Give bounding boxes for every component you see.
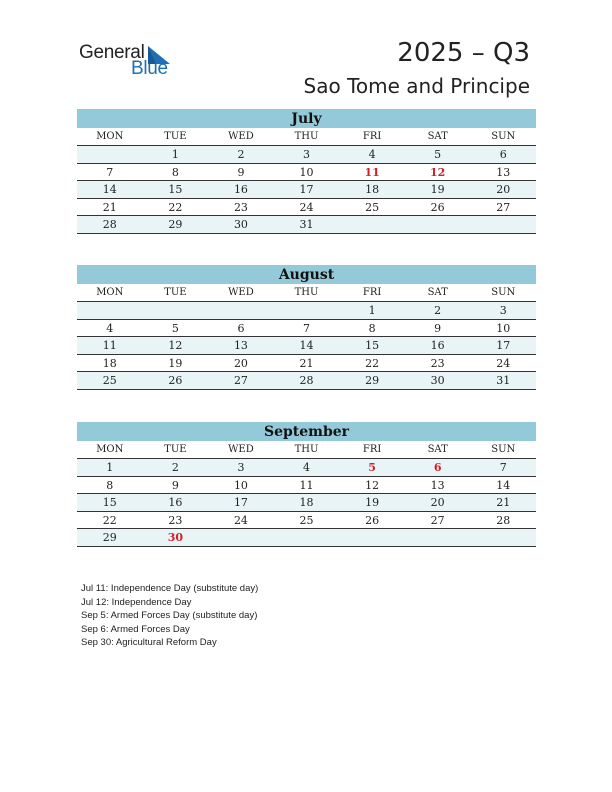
weekday-label: THU [294, 131, 319, 142]
date-cell: 20 [430, 496, 445, 509]
holiday-note: Sep 6: Armed Forces Day [81, 623, 190, 635]
date-cell: 12 [365, 478, 380, 492]
holiday-date-cell: 11 [364, 165, 380, 179]
date-cell: 4 [106, 321, 114, 335]
date-cell: 29 [102, 531, 117, 544]
date-cell: 18 [365, 183, 380, 196]
month-calendar-august [77, 265, 536, 390]
date-cell: 28 [299, 374, 314, 387]
date-cell: 10 [233, 478, 248, 492]
date-cell: 26 [365, 513, 380, 527]
weekday-label: TUE [164, 131, 187, 142]
month-calendar-september [77, 422, 536, 547]
date-cell: 3 [237, 461, 245, 474]
date-cell: 12 [168, 339, 183, 352]
date-cell: 22 [102, 513, 117, 527]
weekday-label: MON [96, 444, 124, 455]
weekday-label: FRI [362, 131, 382, 142]
date-cell: 8 [171, 165, 179, 179]
holiday-note: Sep 30: Agricultural Reform Day [81, 637, 217, 648]
date-cell [470, 216, 536, 233]
holiday-notes [81, 582, 258, 650]
weekday-header-row [77, 441, 536, 459]
date-cell: 16 [430, 339, 445, 352]
date-cell: 23 [168, 513, 183, 527]
date-cell [77, 302, 143, 319]
date-cell: 27 [233, 374, 248, 387]
month-title: September [77, 422, 536, 441]
date-cell: 7 [499, 461, 507, 474]
date-cell: 11 [299, 478, 314, 492]
date-cell: 28 [496, 513, 511, 527]
date-cell: 22 [365, 356, 380, 370]
date-cell: 21 [496, 496, 511, 509]
date-cell: 21 [299, 356, 314, 370]
week-row [77, 477, 536, 495]
date-cell: 15 [168, 183, 183, 196]
weekday-header-row [77, 284, 536, 302]
weekday-label: SAT [427, 444, 448, 455]
date-cell: 17 [299, 183, 314, 196]
date-cell: 23 [430, 356, 445, 370]
date-cell: 24 [496, 356, 511, 370]
date-cell: 15 [365, 339, 380, 352]
weekday-label: MON [96, 131, 124, 142]
holiday-date-cell: 30 [167, 531, 184, 544]
date-cell: 17 [233, 496, 248, 509]
date-cell: 15 [102, 496, 117, 509]
date-cell: 5 [171, 321, 179, 335]
date-cell: 13 [496, 165, 511, 179]
weekday-label: WED [228, 131, 254, 142]
date-cell: 18 [299, 496, 314, 509]
date-cell: 9 [434, 321, 442, 335]
date-cell: 3 [303, 148, 311, 161]
holiday-date-cell: 5 [368, 461, 376, 474]
date-cell: 28 [102, 218, 117, 231]
weekday-label: TUE [164, 287, 187, 298]
date-cell: 1 [368, 304, 376, 317]
week-row [77, 494, 536, 512]
date-cell: 2 [171, 461, 179, 474]
week-row [77, 337, 536, 355]
week-row [77, 512, 536, 530]
date-cell: 30 [233, 218, 248, 231]
date-cell: 19 [430, 183, 445, 196]
date-cell: 29 [168, 218, 183, 231]
date-cell [208, 302, 274, 319]
date-cell: 13 [430, 478, 445, 492]
date-cell: 21 [102, 200, 117, 214]
holiday-note: Jul 12: Independence Day [81, 596, 192, 608]
date-cell: 9 [237, 165, 245, 179]
week-row [77, 164, 536, 182]
date-cell [274, 302, 340, 319]
logo-word-blue: Blue [131, 58, 168, 79]
holiday-date-cell: 12 [430, 165, 446, 179]
date-cell [143, 302, 209, 319]
date-cell: 1 [171, 148, 179, 161]
date-cell: 25 [102, 374, 117, 387]
date-cell: 9 [171, 478, 179, 492]
date-cell [208, 529, 274, 546]
weekday-label: SUN [491, 287, 516, 298]
date-cell: 2 [434, 304, 442, 317]
date-cell: 27 [430, 513, 445, 527]
page-title: 2025 – Q3 [397, 38, 530, 68]
date-cell: 2 [237, 148, 245, 161]
date-cell: 24 [299, 200, 314, 214]
logo [79, 42, 179, 82]
date-cell: 20 [496, 183, 511, 196]
date-cell: 14 [496, 478, 511, 492]
weekday-label: TUE [164, 444, 187, 455]
date-cell: 4 [303, 461, 311, 474]
weekday-label: MON [96, 287, 124, 298]
date-cell: 3 [499, 304, 507, 317]
week-row [77, 529, 536, 547]
date-cell: 27 [496, 200, 511, 214]
date-cell: 18 [102, 356, 117, 370]
date-cell: 7 [303, 321, 311, 335]
weekday-label: WED [228, 444, 254, 455]
week-row [77, 199, 536, 217]
weekday-label: SUN [491, 131, 516, 142]
month-title: July [77, 109, 536, 128]
date-cell: 22 [168, 200, 183, 214]
date-cell: 10 [496, 321, 511, 335]
date-cell: 23 [233, 200, 248, 214]
week-row [77, 320, 536, 338]
date-cell: 31 [299, 218, 314, 231]
date-cell: 19 [365, 496, 380, 509]
holiday-note: Sep 5: Armed Forces Day (substitute day) [81, 610, 258, 621]
date-cell: 24 [233, 513, 248, 527]
date-cell: 25 [299, 513, 314, 527]
month-title: August [77, 265, 536, 284]
date-cell: 30 [430, 374, 445, 387]
date-cell: 25 [365, 200, 380, 214]
date-cell: 13 [233, 339, 248, 352]
date-cell: 17 [496, 339, 511, 352]
date-cell: 11 [102, 339, 117, 352]
date-cell: 6 [237, 321, 245, 335]
date-cell: 8 [368, 321, 376, 335]
weekday-label: SAT [427, 287, 448, 298]
weekday-label: FRI [362, 287, 382, 298]
holiday-note: Jul 11: Independence Day (substitute day) [81, 583, 259, 594]
date-cell [339, 216, 405, 233]
date-cell: 16 [233, 183, 248, 196]
week-row [77, 181, 536, 199]
week-row [77, 355, 536, 373]
date-cell [405, 216, 471, 233]
week-row [77, 302, 536, 320]
weekday-label: SAT [427, 131, 448, 142]
date-cell: 16 [168, 496, 183, 509]
weekday-header-row [77, 128, 536, 146]
month-calendar-july [77, 109, 536, 234]
weekday-label: SUN [491, 444, 516, 455]
page-subtitle: Sao Tome and Principe [303, 74, 530, 98]
date-cell: 10 [299, 165, 314, 179]
date-cell: 31 [496, 374, 511, 387]
week-row [77, 459, 536, 477]
date-cell: 19 [168, 356, 183, 370]
date-cell: 1 [106, 461, 114, 474]
date-cell [405, 529, 471, 546]
week-row [77, 216, 536, 234]
date-cell: 20 [233, 356, 248, 370]
weekday-label: THU [294, 444, 319, 455]
holiday-date-cell: 6 [433, 461, 442, 474]
date-cell: 14 [102, 183, 117, 196]
date-cell: 7 [106, 165, 114, 179]
weekday-label: FRI [362, 444, 382, 455]
date-cell: 29 [365, 374, 380, 387]
weekday-label: THU [294, 287, 319, 298]
date-cell: 6 [499, 148, 507, 161]
date-cell [470, 529, 536, 546]
date-cell: 5 [434, 148, 442, 161]
week-row [77, 372, 536, 390]
date-cell: 26 [168, 374, 183, 387]
date-cell [77, 146, 143, 163]
date-cell: 14 [299, 339, 314, 352]
weekday-label: WED [228, 287, 254, 298]
date-cell [339, 529, 405, 546]
date-cell: 26 [430, 200, 445, 214]
logo-word-general: General [79, 42, 145, 63]
date-cell: 4 [368, 148, 376, 161]
week-row [77, 146, 536, 164]
date-cell: 8 [106, 478, 114, 492]
date-cell [274, 529, 340, 546]
